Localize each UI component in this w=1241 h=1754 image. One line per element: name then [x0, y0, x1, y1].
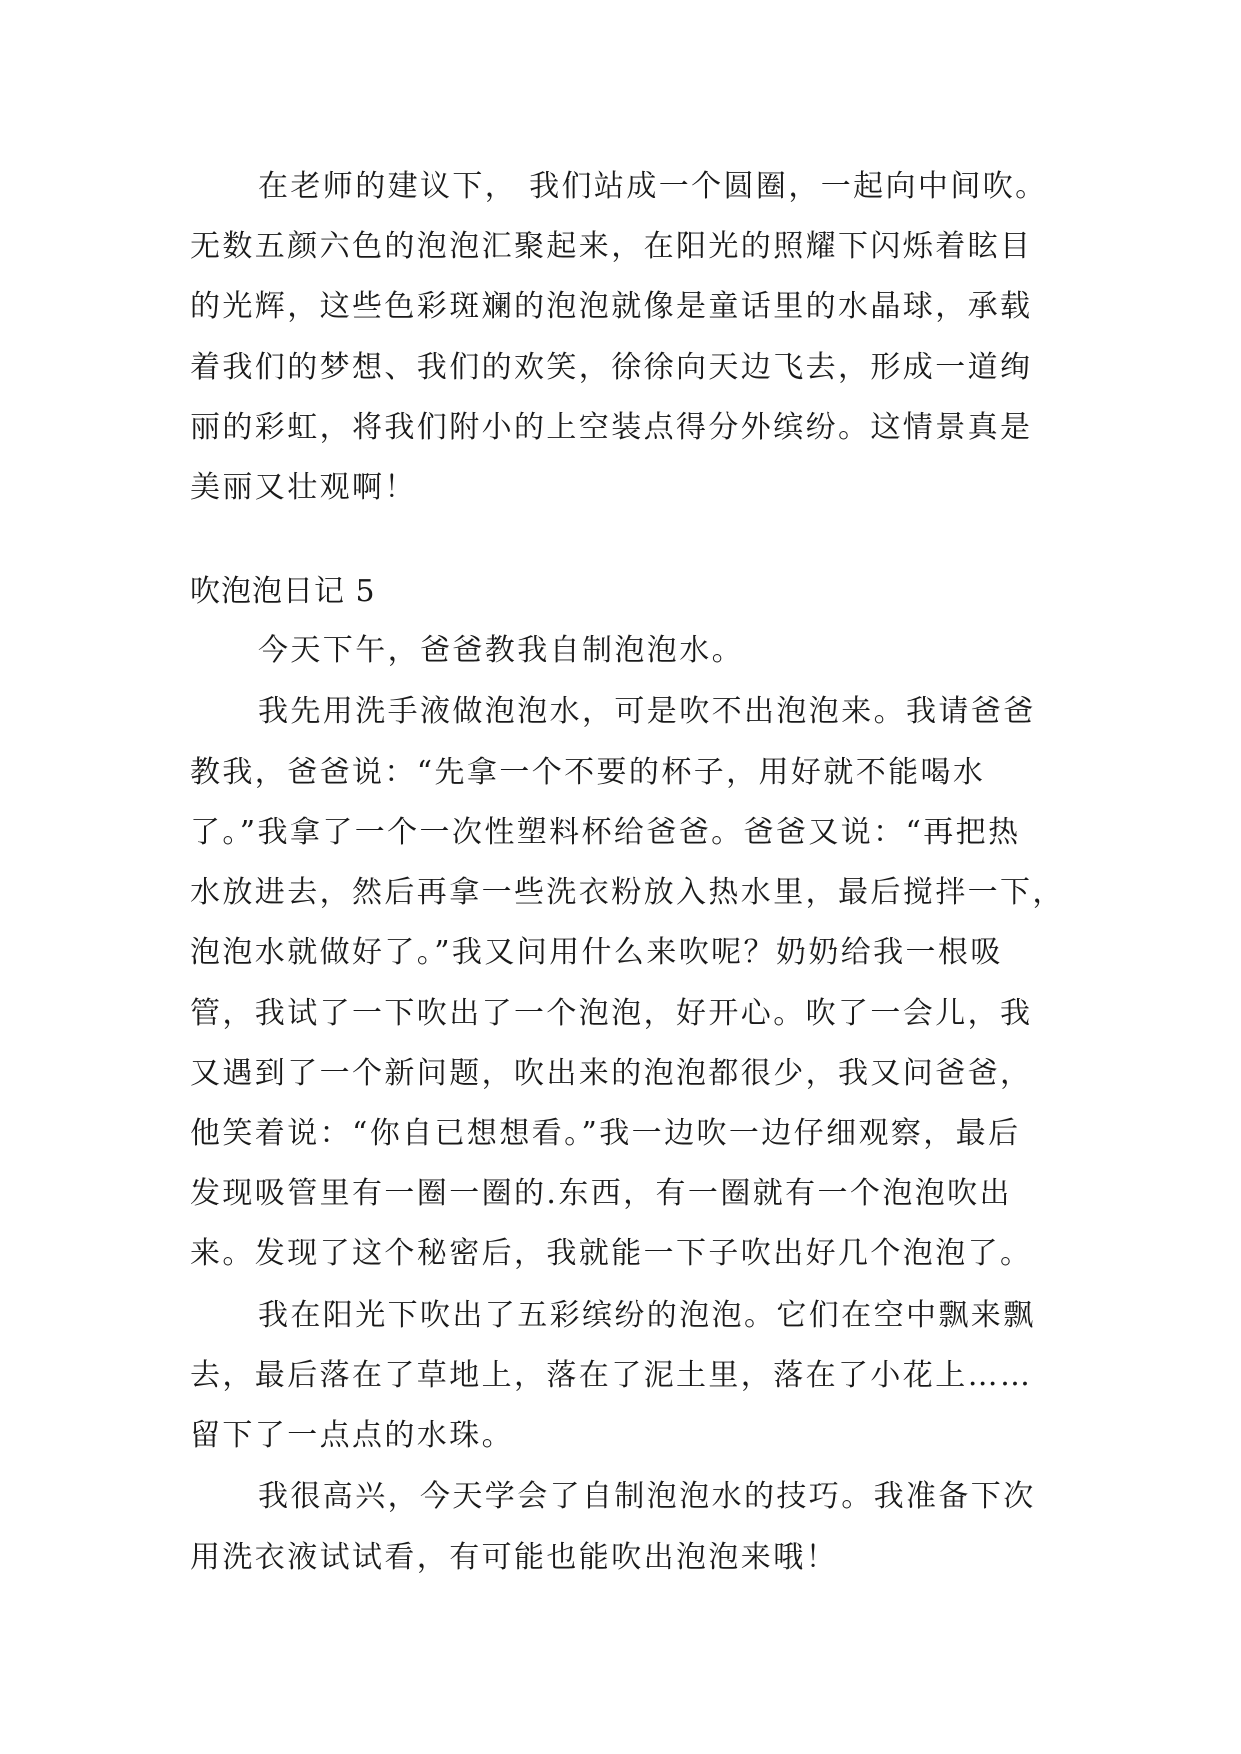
paragraph-line: 丽的彩虹，将我们附小的上空装点得分外缤纷。这情景真是 — [190, 410, 1033, 445]
paragraph-line: 又遇到了一个新问题，吹出来的泡泡都很少，我又问爸爸， — [190, 1056, 1033, 1091]
paragraph-line: 去，最后落在了草地上，落在了泥土里，落在了小花上…… — [190, 1358, 1033, 1393]
paragraph-line: 无数五颜六色的泡泡汇聚起来，在阳光的照耀下闪烁着眩目 — [190, 229, 1033, 264]
paragraph-line: 用洗衣液试试看，有可能也能吹出泡泡来哦！ — [190, 1540, 838, 1575]
paragraph-line: 水放进去，然后再拿一些洗衣粉放入热水里，最后搅拌一下， — [190, 875, 1065, 910]
paragraph-line: 我很高兴，今天学会了自制泡泡水的技巧。我准备下次 — [258, 1479, 1036, 1514]
paragraph-line: 我在阳光下吹出了五彩缤纷的泡泡。它们在空中飘来飘 — [258, 1298, 1036, 1333]
paragraph-line: 教我，爸爸说：“先拿一个不要的杯子，用好就不能喝水 — [190, 755, 986, 790]
paragraph-line: 他笑着说：“你自已想想看。”我一边吹一边仔细观察，最后 — [190, 1116, 1021, 1151]
paragraph-line: 管，我试了一下吹出了一个泡泡，好开心。吹了一会儿，我 — [190, 996, 1033, 1031]
paragraph-line: 今天下午，爸爸教我自制泡泡水。 — [258, 633, 744, 668]
paragraph-line: 的光辉，这些色彩斑斓的泡泡就像是童话里的水晶球，承载 — [190, 289, 1033, 324]
paragraph-line: 留下了一点点的水珠。 — [190, 1418, 514, 1453]
paragraph-line: 美丽又壮观啊！ — [190, 470, 417, 505]
paragraph-line: 发现吸管里有一圈一圈的.东西，有一圈就有一个泡泡吹出 — [190, 1176, 1012, 1211]
section-heading: 吹泡泡日记 5 — [190, 574, 376, 609]
paragraph-line: 我先用洗手液做泡泡水，可是吹不出泡泡来。我请爸爸 — [258, 694, 1036, 729]
paragraph-line: 了。”我拿了一个一次性塑料杯给爸爸。爸爸又说：“再把热 — [190, 815, 1021, 850]
paragraph-line: 泡泡水就做好了。”我又问用什么来吹呢？奶奶给我一根吸 — [190, 935, 1003, 970]
paragraph-line: 在老师的建议下， 我们站成一个圆圈，一起向中间吹。 — [258, 169, 1048, 204]
paragraph-line: 着我们的梦想、我们的欢笑，徐徐向天边飞去，形成一道绚 — [190, 350, 1033, 385]
paragraph-line: 来。发现了这个秘密后，我就能一下子吹出好几个泡泡了。 — [190, 1236, 1033, 1271]
